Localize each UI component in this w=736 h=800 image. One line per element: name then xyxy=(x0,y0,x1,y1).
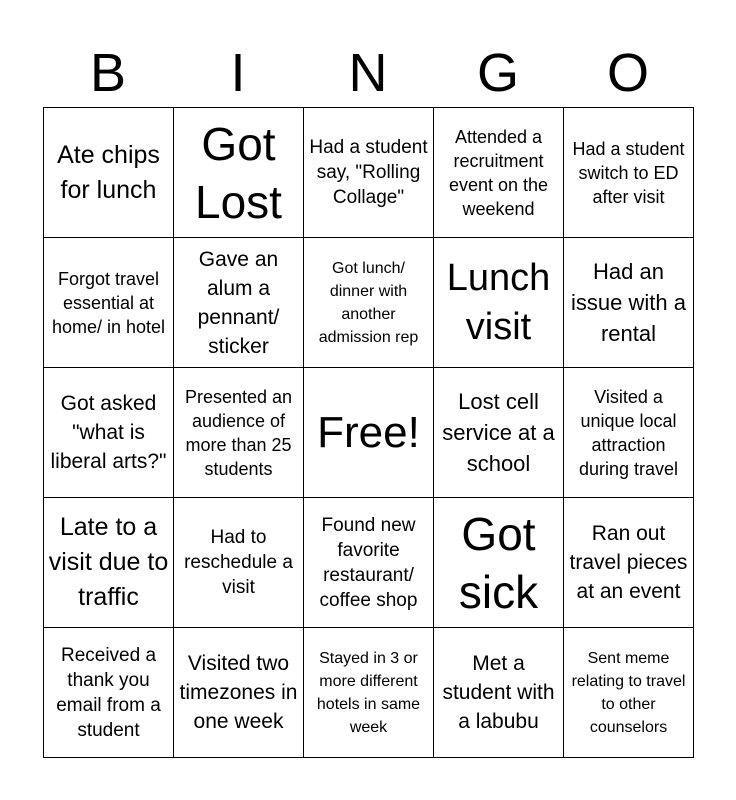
bingo-header xyxy=(43,38,693,108)
bingo-cell[interactable]: Met a student with a labubu xyxy=(434,628,564,758)
bingo-cell[interactable]: Received a thank you email from a student xyxy=(44,628,174,758)
bingo-cell[interactable]: Got lunch/ dinner with another admission rep xyxy=(304,238,434,368)
header-letter-g: G xyxy=(476,43,519,103)
bingo-cell[interactable]: Ate chips for lunch xyxy=(44,108,174,238)
free-space[interactable]: Free! xyxy=(304,368,434,498)
bingo-cell[interactable]: Visited a unique local attraction during travel xyxy=(564,368,694,498)
grid-row xyxy=(44,108,694,238)
bingo-cell[interactable]: Had a student switch to ED after visit xyxy=(564,108,694,238)
bingo-cell[interactable]: Visited two timezones in one week xyxy=(174,628,304,758)
bingo-cell[interactable]: Ran out travel pieces at an event xyxy=(564,498,694,628)
grid-row xyxy=(44,238,694,368)
bingo-cell[interactable]: Found new favorite restaurant/ coffee shop xyxy=(304,498,434,628)
header-letter-n: N xyxy=(348,43,388,103)
grid-row xyxy=(44,498,694,628)
bingo-cell[interactable]: Had a student say, "Rolling Collage" xyxy=(304,108,434,238)
bingo-cell[interactable]: Attended a recruitment event on the weekend xyxy=(434,108,564,238)
bingo-cell[interactable]: Got asked "what is liberal arts?" xyxy=(44,368,174,498)
grid-row xyxy=(44,368,694,498)
bingo-cell[interactable]: Had an issue with a rental xyxy=(564,238,694,368)
header-letter-o: O xyxy=(606,43,649,103)
bingo-cell[interactable]: Presented an audience of more than 25 students xyxy=(174,368,304,498)
bingo-cell[interactable]: Got Lost xyxy=(174,108,304,238)
bingo-cell[interactable]: Forgot travel essential at home/ in hotel xyxy=(44,238,174,368)
bingo-cell[interactable]: Gave an alum a pennant/ sticker xyxy=(174,238,304,368)
bingo-cell[interactable]: Lost cell service at a school xyxy=(434,368,564,498)
bingo-cell[interactable]: Lunch visit xyxy=(434,238,564,368)
bingo-cell[interactable]: Late to a visit due to traffic xyxy=(44,498,174,628)
bingo-grid xyxy=(43,107,694,758)
bingo-cell[interactable]: Stayed in 3 or more different hotels in same week xyxy=(304,628,434,758)
bingo-cell[interactable]: Got sick xyxy=(434,498,564,628)
grid-row xyxy=(44,628,694,758)
bingo-cell[interactable]: Sent meme relating to travel to other counselors xyxy=(564,628,694,758)
header-letter-i: I xyxy=(230,43,246,103)
header-letter-b: B xyxy=(89,43,127,103)
bingo-cell[interactable]: Had to reschedule a visit xyxy=(174,498,304,628)
